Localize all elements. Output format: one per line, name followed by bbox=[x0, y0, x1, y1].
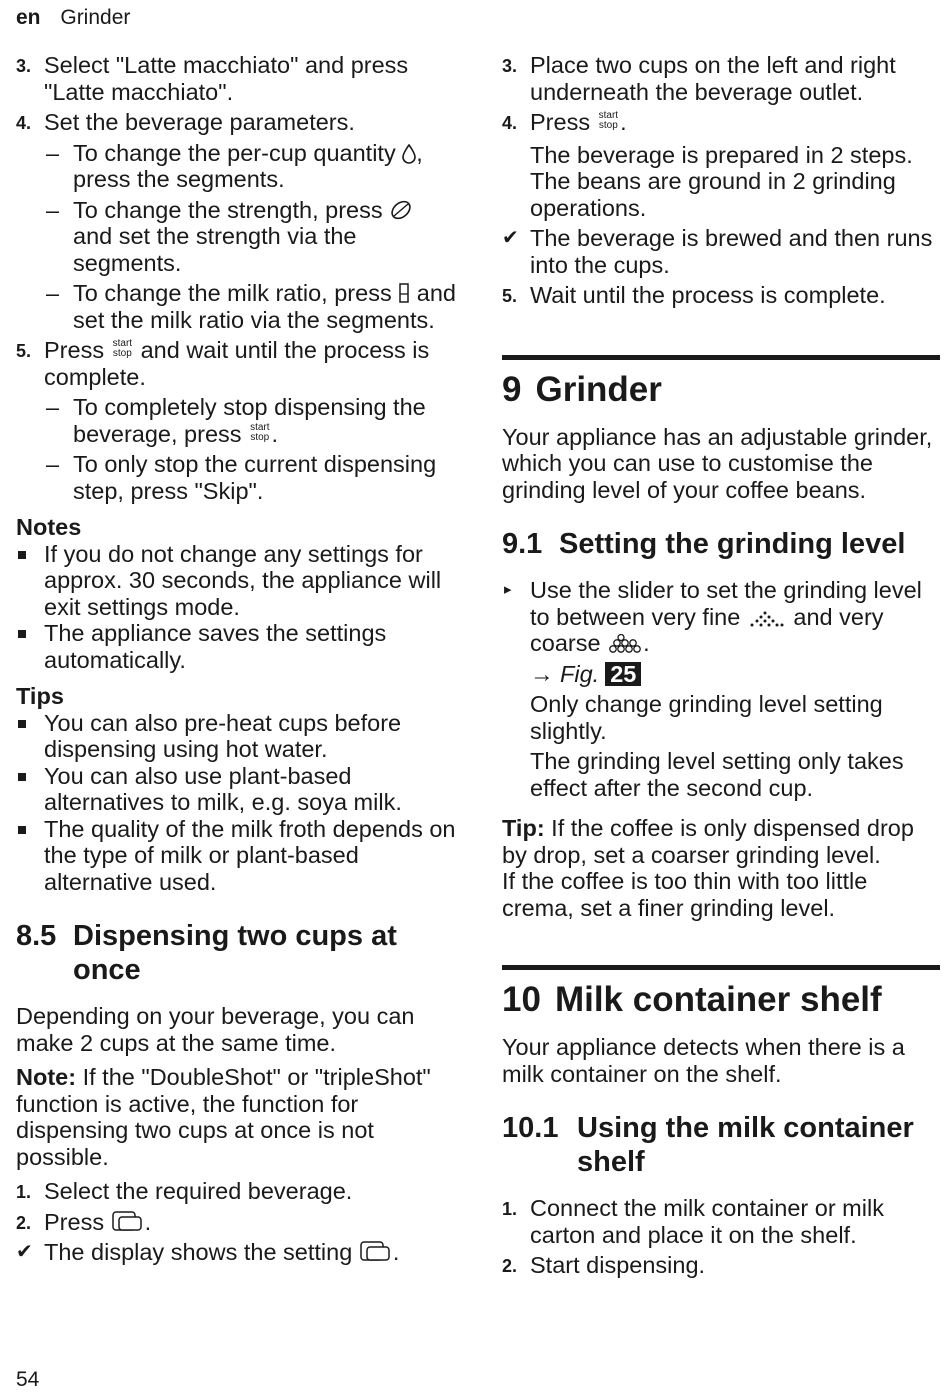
step-text: Press bbox=[530, 109, 591, 135]
start-label: start bbox=[112, 338, 133, 349]
result-text: . bbox=[392, 1239, 400, 1265]
section-title: Using the milk container shelf bbox=[577, 1112, 914, 1178]
coarse-grind-icon bbox=[607, 634, 643, 654]
tip-text: The quality of the milk froth depends on the type of milk or plant-based alternative used. bbox=[44, 815, 456, 895]
chapter-intro: Your appliance detects when there is a milk container on the shelf. bbox=[502, 1034, 905, 1087]
substep-stop: – To completely stop dispensing the beverage, press start stop. bbox=[46, 394, 426, 447]
tip-item bbox=[16, 710, 456, 763]
section-number: 8.5 bbox=[16, 920, 57, 952]
tip-item bbox=[16, 816, 456, 896]
step-result: ✔ The beverage is brewed and then runs into the cups. bbox=[502, 225, 933, 278]
info-text: Only change grinding level setting slightly. bbox=[530, 691, 883, 744]
step-5 bbox=[502, 282, 940, 309]
right-column bbox=[502, 52, 940, 1283]
substep-text: and set the strength via the segments. bbox=[73, 223, 357, 276]
step-number: 1. bbox=[16, 1182, 32, 1202]
figure-label: Fig. bbox=[560, 660, 600, 687]
step-5 bbox=[16, 337, 456, 390]
result-text: The display shows the setting bbox=[44, 1239, 353, 1265]
step-info: The beverage is prepared in 2 steps. The beans are ground in 2 grinding operations. bbox=[530, 141, 913, 221]
step-4 bbox=[502, 109, 940, 136]
two-cups-icon bbox=[111, 1209, 145, 1233]
tip-text: You can also use plant-based alternatives to milk, e.g. soya milk. bbox=[44, 762, 402, 815]
step-number: 1. bbox=[502, 1199, 518, 1219]
chapter-intro: Your appliance has an adjustable grinder, which you can use to customise the grinding level of your coffee beans. bbox=[502, 423, 933, 503]
action-text: Use the slider to set the grinding level to between very fine bbox=[530, 577, 922, 630]
note-text: If you do not change any settings for approx. 30 seconds, the appliance will exit settings mode. bbox=[44, 540, 442, 620]
note-item bbox=[16, 620, 456, 673]
start-stop-icon bbox=[113, 339, 132, 359]
note-paragraph bbox=[16, 1064, 456, 1170]
language-code: en bbox=[16, 6, 41, 29]
substep-text: , press the segments. bbox=[73, 139, 423, 192]
stop-label: stop bbox=[112, 348, 132, 359]
substep-skip: – To only stop the current dispensing step, press "Skip". bbox=[46, 451, 437, 504]
chapter-title: Milk container shelf bbox=[554, 980, 882, 1019]
two-cups-icon bbox=[359, 1239, 393, 1263]
tip-item bbox=[16, 763, 456, 816]
drop-icon bbox=[402, 144, 416, 164]
section-intro: Depending on your beverage, you can make 2 cups at the same time. bbox=[16, 1003, 415, 1056]
tip-text: You can also pre-heat cups before dispensing using hot water. bbox=[44, 709, 402, 762]
substep-text: To completely stop dispensing the beverage, press bbox=[73, 394, 426, 447]
step-3 bbox=[502, 52, 940, 105]
step-text: . bbox=[144, 1208, 152, 1235]
note-label: Note: bbox=[16, 1064, 77, 1090]
step-number: 4. bbox=[16, 113, 32, 133]
start-stop-icon bbox=[250, 423, 269, 443]
substep-text: To change the milk ratio, press bbox=[73, 280, 392, 306]
stop-label: stop bbox=[250, 431, 270, 443]
step-number: 3. bbox=[16, 56, 32, 76]
step-number: 5. bbox=[502, 286, 518, 306]
step-1 bbox=[502, 1195, 940, 1248]
step-text: Press bbox=[44, 337, 105, 363]
figure-reference: → Fig. 25 bbox=[502, 661, 940, 688]
step-2 bbox=[502, 1252, 940, 1279]
page-number: 54 bbox=[16, 1368, 40, 1391]
substep-text: To only stop the current dispensing step, press "Skip". bbox=[73, 451, 437, 504]
chapter-heading-10 bbox=[502, 965, 940, 1020]
tip-paragraph-2: If the coffee is too thin with too little crema, set a finer grinding level. bbox=[502, 868, 868, 921]
section-heading-9-1 bbox=[502, 527, 940, 561]
step-number: 3. bbox=[502, 56, 518, 76]
step-number: 5. bbox=[16, 341, 32, 361]
chapter-number: 10 bbox=[502, 980, 541, 1019]
tips-heading: Tips bbox=[16, 683, 64, 709]
figure-number: 25 bbox=[605, 662, 641, 686]
fine-grind-icon bbox=[747, 610, 787, 628]
section-heading-10-1 bbox=[502, 1111, 940, 1179]
step-1 bbox=[16, 1178, 456, 1205]
step-number: 4. bbox=[502, 113, 518, 133]
step-number: 2. bbox=[16, 1212, 32, 1233]
step-3 bbox=[16, 52, 456, 105]
notes-heading: Notes bbox=[16, 514, 82, 540]
note-text: The appliance saves the settings automatically. bbox=[44, 620, 387, 673]
step-result: ✔ The display shows the setting . bbox=[16, 1239, 400, 1265]
step-text: Place two cups on the left and right underneath the beverage outlet. bbox=[530, 52, 896, 105]
substep-text: To change the strength, press bbox=[73, 196, 383, 223]
start-label: start bbox=[598, 110, 619, 121]
result-text: The beverage is brewed and then runs into the cups. bbox=[530, 225, 933, 278]
page-header bbox=[16, 6, 130, 30]
action-text: . bbox=[643, 630, 650, 656]
section-number: 9.1 bbox=[502, 528, 543, 560]
section-number: 10.1 bbox=[502, 1112, 559, 1144]
substep-quantity: – To change the per-cup quantity , press the segments. bbox=[46, 139, 423, 192]
chapter-title: Grinder bbox=[535, 369, 662, 409]
step-text: Start dispensing. bbox=[530, 1252, 706, 1278]
step-text: and wait until the process is complete. bbox=[44, 337, 430, 390]
tip-text: If the coffee is only dispensed drop by drop, set a coarser grinding level. bbox=[502, 815, 914, 868]
step-text: Select the required beverage. bbox=[44, 1178, 353, 1204]
substep-text: . bbox=[271, 420, 279, 447]
step-text: Set the beverage parameters. bbox=[44, 109, 355, 135]
info-text: The grinding level setting only takes effect after the second cup. bbox=[530, 748, 904, 801]
step-number: 2. bbox=[502, 1256, 518, 1276]
note-text: If the "DoubleShot" or "tripleShot" function is active, the function for dispensing two cups at once is not possible. bbox=[16, 1064, 431, 1170]
bean-icon bbox=[389, 199, 413, 221]
start-label: start bbox=[250, 421, 270, 433]
left-column bbox=[16, 52, 456, 1270]
step-2 bbox=[16, 1209, 456, 1236]
substep-strength: – To change the strength, press and set the strength via the segments. bbox=[16, 197, 456, 277]
milk-glass-icon bbox=[398, 282, 410, 304]
section-heading-8-5 bbox=[16, 919, 456, 987]
tip-paragraph bbox=[502, 815, 940, 868]
chapter-number: 9 bbox=[502, 369, 522, 409]
start-stop-icon bbox=[599, 111, 618, 131]
step-4 bbox=[16, 109, 456, 136]
chapter-heading-9 bbox=[502, 355, 940, 410]
stop-label: stop bbox=[598, 120, 618, 131]
action-text: and very coarse bbox=[530, 603, 884, 656]
action-step: ▸ Use the slider to set the grinding level to between very fine and very coarse . bbox=[504, 577, 922, 656]
step-text: . bbox=[620, 109, 627, 135]
section-title: Dispensing two cups at once bbox=[73, 920, 397, 986]
substep-text: To change the per-cup quantity bbox=[73, 139, 396, 166]
header-section: Grinder bbox=[60, 6, 131, 29]
substep-text: and set the milk ratio via the segments. bbox=[73, 280, 456, 333]
step-text: Wait until the process is complete. bbox=[530, 282, 886, 308]
tip-label: Tip: bbox=[502, 815, 545, 841]
step-text: Press bbox=[44, 1208, 105, 1235]
note-item bbox=[16, 541, 456, 621]
substep-milk-ratio: – To change the milk ratio, press and set the milk ratio via the segments. bbox=[46, 280, 456, 333]
section-title: Setting the grinding level bbox=[559, 528, 906, 560]
step-text: Connect the milk container or milk carton and place it on the shelf. bbox=[530, 1195, 884, 1248]
step-text: Select "Latte macchiato" and press "Latte macchiato". bbox=[44, 52, 409, 105]
